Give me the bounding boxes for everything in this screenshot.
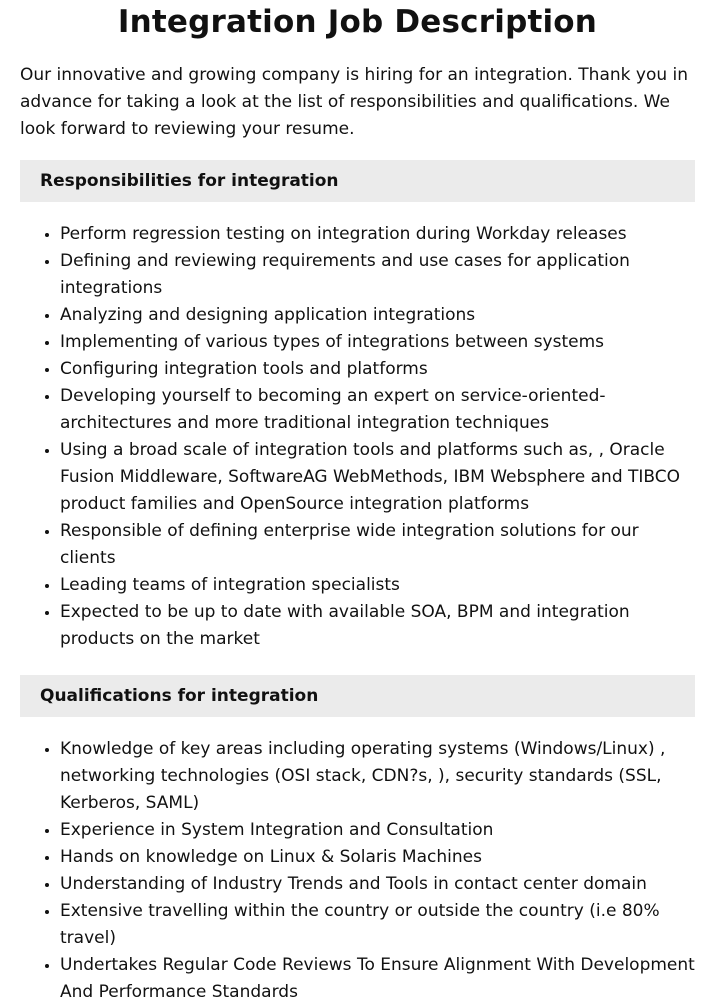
list-item: • Defining and reviewing requirements and use cases for application integrations [60,248,695,302]
list-item: • Analyzing and designing application integrations [60,302,695,329]
list-item: • Implementing of various types of integrations between systems [60,329,695,356]
qualifications-heading: Qualifications for integration [20,675,695,717]
responsibilities-heading: Responsibilities for integration [20,160,695,202]
list-item: • Leading teams of integration specialists [60,572,695,599]
qualifications-list [20,736,695,1006]
responsibilities-list [20,221,695,653]
intro-paragraph: Our innovative and growing company is hiring for an integration. Thank you in advance for taking a look at the list of responsibilities and qualifications. We look forward to reviewing your resume. [20,65,689,139]
list-item: • Using a broad scale of integration tools and platforms such as, , Oracle Fusion Middleware, SoftwareAG WebMethods, IBM Websphere and TIBCO product families and OpenSource integration platforms [60,437,695,518]
list-item: • Configuring integration tools and platforms [60,356,695,383]
list-item: • Knowledge of key areas including operating systems (Windows/Linux) , networking technologies (OSI stack, CDN?s, ), security standards (SSL, Kerberos, SAML) [60,736,695,817]
list-item: • Perform regression testing on integration during Workday releases [60,221,695,248]
list-item: • Extensive travelling within the country or outside the country (i.e 80% travel) [60,898,695,952]
list-item: • Hands on knowledge on Linux & Solaris Machines [60,844,695,871]
list-item: • Experience in System Integration and Consultation [60,817,695,844]
list-item: • Responsible of defining enterprise wide integration solutions for our clients [60,518,695,572]
list-item: • Developing yourself to becoming an expert on service-oriented-architectures and more traditional integration techniques [60,383,695,437]
list-item: • Expected to be up to date with available SOA, BPM and integration products on the market [60,599,695,653]
list-item: • Understanding of Industry Trends and Tools in contact center domain [60,871,695,898]
list-item: • Undertakes Regular Code Reviews To Ensure Alignment With Development And Performance Standards [60,952,695,1006]
page-title: Integration Job Description [117,4,598,40]
